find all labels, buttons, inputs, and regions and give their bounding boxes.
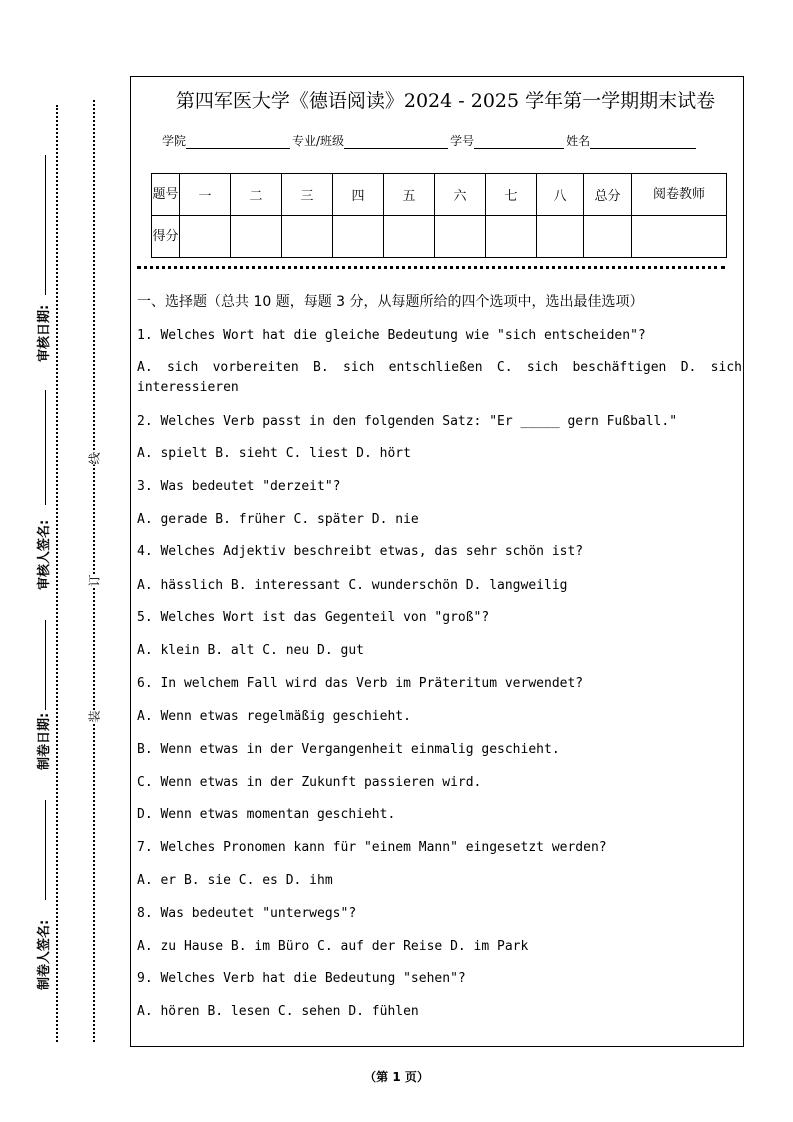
- student-id-label: 学号: [450, 134, 475, 148]
- score-cell: [231, 216, 282, 258]
- score-cell: [537, 216, 584, 258]
- question-6-option-d: D. Wenn etwas momentan geschieht.: [137, 807, 396, 822]
- col-4: 四: [333, 174, 384, 216]
- score-cell: [632, 216, 727, 258]
- score-table: [151, 173, 727, 258]
- question-9: 9. Welches Verb hat die Bedeutung "sehen"?: [137, 971, 466, 986]
- name-label: 姓名: [566, 134, 591, 148]
- question-3-options: A. gerade B. früher C. später D. nie: [137, 512, 419, 527]
- col-total: 总分: [584, 174, 632, 216]
- binding-dotted-line-inner: [93, 100, 95, 1042]
- row-header-number: 题号: [152, 174, 180, 216]
- binding-char-ding: 订: [87, 574, 102, 587]
- question-8-options: A. zu Hause B. im Büro C. auf der Reise D. im Park: [137, 939, 529, 954]
- college-field[interactable]: [186, 136, 290, 149]
- score-cell: [180, 216, 231, 258]
- col-1: 一: [180, 174, 231, 216]
- name-field[interactable]: [590, 136, 696, 149]
- score-cell: [333, 216, 384, 258]
- score-cell: [584, 216, 632, 258]
- major-label: 专业/班级: [292, 134, 345, 148]
- binding-char-zhuang: 装: [87, 710, 102, 723]
- student-info-row: [162, 132, 698, 149]
- section-1-heading: 一、选择题（总共 10 题，每题 3 分，从每题所给的四个选项中，选出最佳选项）: [137, 294, 644, 310]
- make-date-line: [45, 620, 46, 710]
- maker-sign-label: 制卷人签名:: [37, 919, 52, 990]
- question-7-options: A. er B. sie C. es D. ihm: [137, 873, 333, 888]
- question-2-options: A. spielt B. sieht C. liest D. hört: [137, 446, 411, 461]
- col-3: 三: [282, 174, 333, 216]
- reviewer-sign-label: 审核人签名:: [37, 519, 52, 590]
- score-cell: [282, 216, 333, 258]
- review-date-label: 审核日期:: [37, 304, 52, 362]
- question-1: 1. Welches Wort hat die gleiche Bedeutung wie "sich entscheiden"?: [137, 328, 646, 343]
- col-2: 二: [231, 174, 282, 216]
- page-number: （第 1 页）: [364, 1070, 429, 1084]
- binding-dotted-line-outer: [56, 105, 58, 1042]
- question-3: 3. Was bedeutet "derzeit"?: [137, 479, 341, 494]
- question-1-options-cont: interessieren: [137, 380, 239, 395]
- make-date-label: 制卷日期:: [37, 712, 52, 770]
- reviewer-sign-line: [45, 390, 46, 505]
- col-6: 六: [435, 174, 486, 216]
- student-id-field[interactable]: [474, 136, 564, 149]
- question-9-options: A. hören B. lesen C. sehen D. fühlen: [137, 1004, 419, 1019]
- score-cell: [435, 216, 486, 258]
- question-6-option-c: C. Wenn etwas in der Zukunft passieren wird.: [137, 775, 482, 790]
- maker-sign-line: [45, 800, 46, 900]
- question-5: 5. Welches Wort ist das Gegenteil von "groß"?: [137, 610, 490, 625]
- question-8: 8. Was bedeutet "unterwegs"?: [137, 906, 357, 921]
- score-cell: [486, 216, 537, 258]
- exam-title: 第四军医大学《德语阅读》2024 - 2025 学年第一学期期末试卷: [175, 90, 716, 112]
- question-5-options: A. klein B. alt C. neu D. gut: [137, 643, 364, 658]
- binding-char-line: 线: [87, 452, 102, 465]
- score-cell: [384, 216, 435, 258]
- col-grader: 阅卷教师: [632, 174, 727, 216]
- section-divider: [137, 266, 725, 269]
- row-header-score: 得分: [152, 216, 180, 258]
- question-6-option-b: B. Wenn etwas in der Vergangenheit einmalig geschieht.: [137, 742, 560, 757]
- question-6-option-a: A. Wenn etwas regelmäßig geschieht.: [137, 709, 411, 724]
- question-1-options: A. sich vorbereiten B. sich entschließen C. sich beschäftigen D. sich: [137, 360, 742, 375]
- question-2: 2. Welches Verb passt in den folgenden Satz: "Er _____ gern Fußball.": [137, 414, 678, 429]
- question-4-options: A. hässlich B. interessant C. wunderschön D. langweilig: [137, 578, 568, 593]
- col-5: 五: [384, 174, 435, 216]
- major-field[interactable]: [344, 136, 448, 149]
- question-4: 4. Welches Adjektiv beschreibt etwas, das sehr schön ist?: [137, 544, 584, 559]
- college-label: 学院: [162, 134, 187, 148]
- question-7: 7. Welches Pronomen kann für "einem Mann" eingesetzt werden?: [137, 840, 607, 855]
- question-6: 6. In welchem Fall wird das Verb im Präteritum verwendet?: [137, 676, 584, 691]
- col-8: 八: [537, 174, 584, 216]
- review-date-line: [45, 155, 46, 295]
- col-7: 七: [486, 174, 537, 216]
